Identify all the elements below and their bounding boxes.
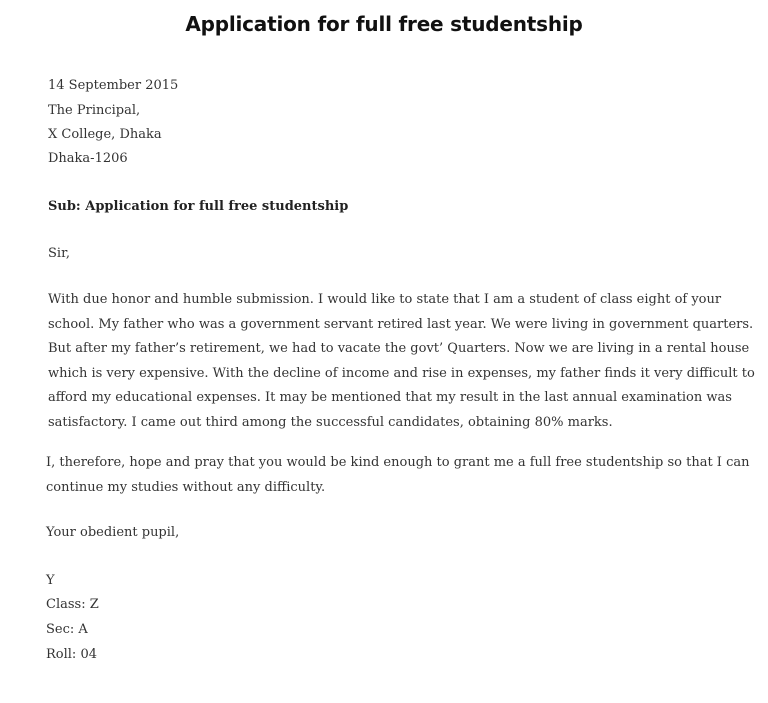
- signature-roll: Roll: 04: [46, 647, 97, 662]
- body-paragraph-1-line: which is very expensive. With the decline of income and rise in expenses, my father finds it very difficult to: [48, 365, 755, 381]
- letter-date: 14 September 2015: [48, 78, 179, 93]
- body-paragraph-2-line: continue my studies without any difficulty.: [46, 479, 326, 495]
- body-paragraph-2: [46, 451, 750, 500]
- signature-section: Sec: A: [46, 622, 88, 637]
- signature-class: Class: Z: [46, 597, 99, 612]
- recipient-institution: X College, Dhaka: [48, 127, 162, 142]
- document-title: Application for full free studentship: [185, 12, 583, 36]
- letter-subject: Sub: Application for full free studentship: [48, 199, 349, 214]
- letter-salutation: Sir,: [48, 246, 70, 261]
- body-paragraph-1-line: school. My father who was a government servant retired last year. We were living in government quarters.: [48, 316, 754, 332]
- body-paragraph-1-line: With due honor and humble submission. I would like to state that I am a student of class eight of your: [48, 292, 722, 307]
- body-paragraph-2-line: I, therefore, hope and pray that you would be kind enough to grant me a full free studentship so that I can: [46, 455, 750, 470]
- letter-closing: Your obedient pupil,: [46, 525, 180, 540]
- body-paragraph-1-line: But after my father’s retirement, we had to vacate the govt’ Quarters. Now we are living in a rental house: [48, 341, 750, 357]
- body-paragraph-1: [48, 288, 755, 436]
- body-paragraph-1-line: satisfactory. I came out third among the successful candidates, obtaining 80% marks.: [48, 414, 613, 430]
- signature-name: Y: [46, 573, 55, 588]
- recipient-address: Dhaka-1206: [48, 151, 128, 166]
- recipient-title: The Principal,: [48, 103, 141, 118]
- body-paragraph-1-line: afford my educational expenses. It may be mentioned that my result in the last annual examination was: [48, 390, 732, 406]
